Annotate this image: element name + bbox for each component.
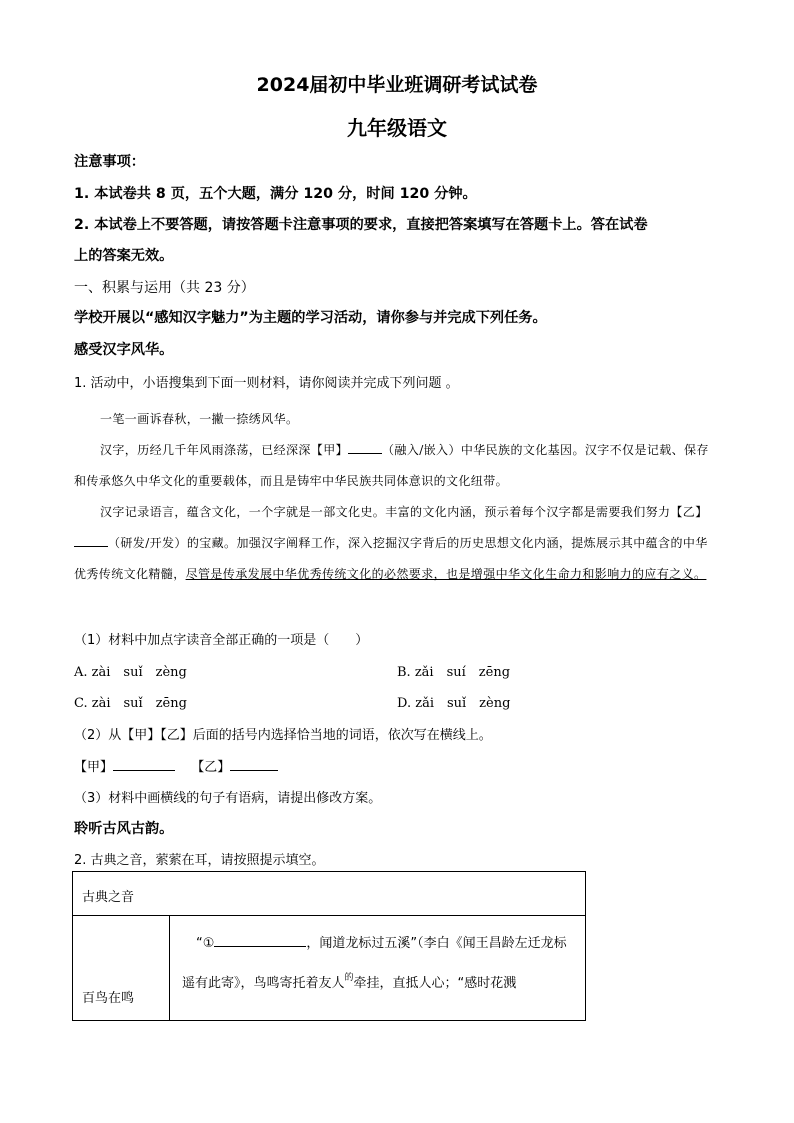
- answer-blanks-row: [74, 756, 278, 775]
- blank-yi-inline: [74, 532, 108, 547]
- table-header-cell: [73, 872, 586, 916]
- blank-jia-inline: [348, 439, 382, 454]
- q1-sub1: （1）材料中加点字读音全部正确的一项是（ ）: [74, 633, 369, 648]
- material-underlined-sentence: 尽管是传承发展中华优秀传统文化的必然要求，也是增强中华文化生命力和影响力的应有之义。: [185, 567, 707, 581]
- option-d: D. zǎi suǐ zèng: [397, 696, 511, 711]
- material-p3-text-b: （研发/开发）的宝藏。加强汉字阐释工作，深入挖掘汉字背后的历史思想文化内涵，提炼展示其中蕴含的中华优秀传统文化精髓，: [74, 536, 708, 581]
- q1-sub3: （3）材料中画横线的句子有语病，请提出修改方案。: [74, 791, 382, 806]
- table-header-text: 古典之音: [82, 890, 135, 905]
- poem-line2-sup: 的: [344, 973, 354, 983]
- notice-item-2-line1: 2. 本试卷上不要答题，请按答题卡注意事项的要求，直接把答案填写在答题卡上。答在试卷: [74, 217, 648, 233]
- blank-yi-label: 【乙】: [191, 760, 231, 775]
- q1-stem: 1. 活动中，小语搜集到下面一则材料，请你阅读并完成下列问题 。: [74, 376, 459, 391]
- notice-item-1: 1. 本试卷共 8 页，五个大题，满分 120 分，时间 120 分钟。: [74, 186, 477, 202]
- notice-heading: 注意事项：: [74, 154, 145, 170]
- material-p3-text-a: 汉字记录语言，蕴含文化，一个字就是一部文化史。丰富的文化内涵，预示着每个汉字都是需要我们努力【乙】: [100, 505, 708, 519]
- blank-jia-label: 【甲】: [74, 760, 114, 775]
- poem-blank-1: [214, 932, 306, 947]
- task1-heading: 感受汉字风华。: [74, 342, 174, 358]
- poem-line1-rest: ，闻道龙标过五溪”（李白《闻王昌龄左迁龙标: [306, 936, 567, 951]
- task2-heading: 聆听古风古韵。: [74, 821, 174, 837]
- option-c: C. zài suǐ zēng: [74, 696, 187, 711]
- q2-stem: 2. 古典之音，萦萦在耳，请按照提示填空。: [74, 853, 325, 868]
- table-row-label-cell: [73, 916, 170, 1021]
- poem-line2-a: 遥有此寄》，鸟鸣寄托着友人: [182, 976, 345, 991]
- blank-yi-line: [230, 756, 278, 771]
- option-b: B. zǎi suí zēng: [397, 665, 511, 680]
- exam-title: 2024届初中毕业班调研考试试卷: [256, 74, 538, 96]
- table-row-label: 百鸟在鸣: [82, 991, 135, 1006]
- blank-jia-line: [113, 756, 175, 771]
- q1-sub2: （2）从【甲】【乙】后面的括号内选择恰当地的词语，依次写在横线上。: [74, 728, 492, 743]
- exam-subtitle: 九年级语文: [347, 116, 447, 140]
- notice-item-2-line2: 上的答案无效。: [74, 248, 174, 264]
- material-p1-text: 一笔一画诉春秋，一撇一捺绣风华。: [100, 412, 299, 426]
- poem-table: [72, 871, 586, 1021]
- section1-intro: 学校开展以“感知汉字魅力”为主题的学习活动，请你参与并完成下列任务。: [74, 310, 547, 326]
- poem-line-1: [182, 916, 585, 961]
- poem-line-2: [182, 961, 585, 1001]
- section1-heading: 一、积累与运用（共 23 分）: [74, 280, 255, 296]
- poem-line1-open: “①: [196, 936, 215, 951]
- material-p2-text-b: （融入/嵌入）中华民族的文化基因。汉字不仅是记载、保存和传承悠久中华文化的重要载体，而且是铸牢中华民族共同体意识的文化纽带。: [74, 443, 709, 488]
- material-paragraph-2: [74, 435, 719, 497]
- material-paragraph-3: [74, 497, 719, 590]
- poem-line2-b: 牵挂，直抵人心；“感时花溅: [353, 976, 517, 991]
- option-a: A. zài suǐ zèng: [74, 665, 187, 680]
- table-content-cell: [170, 916, 586, 1021]
- material-p2-text-a: 汉字，历经几千年风雨涤荡，已经深深【甲】: [100, 443, 349, 457]
- material-paragraph-1: [74, 404, 719, 435]
